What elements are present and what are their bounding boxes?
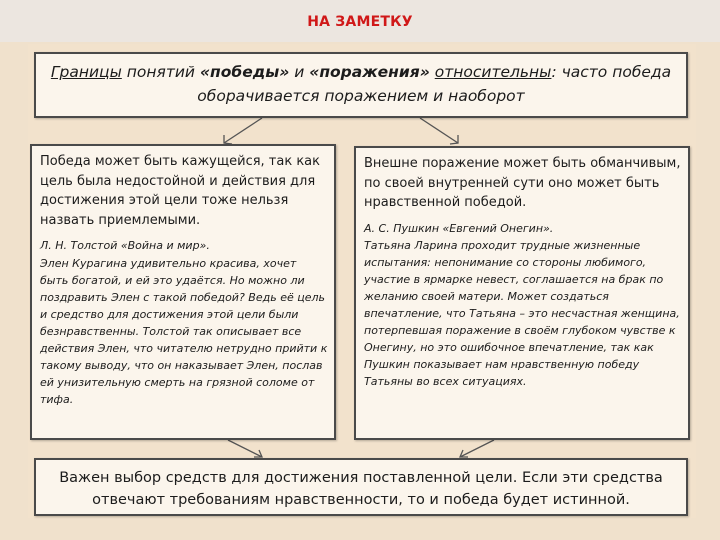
thesis-word-relative: относительны: [434, 63, 552, 81]
thesis-text: понятий: [121, 63, 200, 81]
right-argument-box: [354, 146, 690, 440]
thesis-line-1: [46, 60, 676, 84]
slide-title: НА ЗАМЕТКУ: [307, 14, 413, 30]
thesis-text: : часто победа: [551, 63, 672, 81]
thesis-word-borders: Границы: [50, 63, 122, 81]
thesis-text: и: [289, 63, 310, 81]
arrow-left-to-bottom: [228, 440, 262, 457]
conclusion-line-2: отвечают требованиям нравственности, то и победа будет истинной.: [92, 492, 630, 508]
left-source: Л. Н. Толстой «Война и мир».: [40, 239, 210, 252]
conclusion-line-1: Важен выбор средств для достижения поставленной цели. Если эти средства: [59, 470, 663, 486]
arrow-right-to-bottom: [460, 440, 494, 457]
conclusion-box: [34, 458, 688, 516]
top-thesis-box: [34, 52, 688, 118]
right-example: Татьяна Ларина проходит трудные жизненные испытания: непонимание со стороны любимого, участие в ярмарке невест, соглашается на брак по желанию своей матери. Может создаться впечатление, что Татьяна – это несчастная женщина, потерпевшая поражение в своём глубоком чувстве к Онегину, но это ошибочное впечатление, так как Пушкин показывает нам нравственную победу Татьяны во всех ситуациях.: [364, 239, 680, 388]
thesis-line-2: оборачивается поражением и наоборот: [197, 87, 525, 105]
thesis-word-victory: «победы»: [199, 63, 290, 81]
arrow-top-to-right-head: [450, 135, 458, 144]
arrow-top-to-left: [224, 118, 262, 143]
left-example: Элен Курагина удивительно красива, хочет быть богатой, и ей это удаётся. Но можно ли поздравить Элен с такой победой? Ведь её цель и средство для достижения этой цели были безнравственны. Толстой так описывает все действия Элен, что читателю нетрудно прийти к такому выводу, что он наказывает Элен, послав ей унизительную смерть на грязной соломе от тифа.: [40, 256, 328, 406]
thesis-word-defeat: «поражения»: [309, 63, 430, 81]
left-main-statement: Победа может быть кажущейся, так как цель была недостойной и действия для достижения этой цели тоже нельзя назвать приемлемыми.: [40, 154, 320, 228]
right-source: А. С. Пушкин «Евгений Онегин».: [364, 221, 554, 235]
arrow-top-to-left-head: [224, 135, 232, 144]
left-argument-box: [30, 144, 336, 440]
arrow-top-to-right: [420, 118, 458, 143]
right-main-statement: Внешне поражение может быть обманчивым, по своей внутренней сути оно может быть нравственной победой.: [364, 156, 681, 210]
